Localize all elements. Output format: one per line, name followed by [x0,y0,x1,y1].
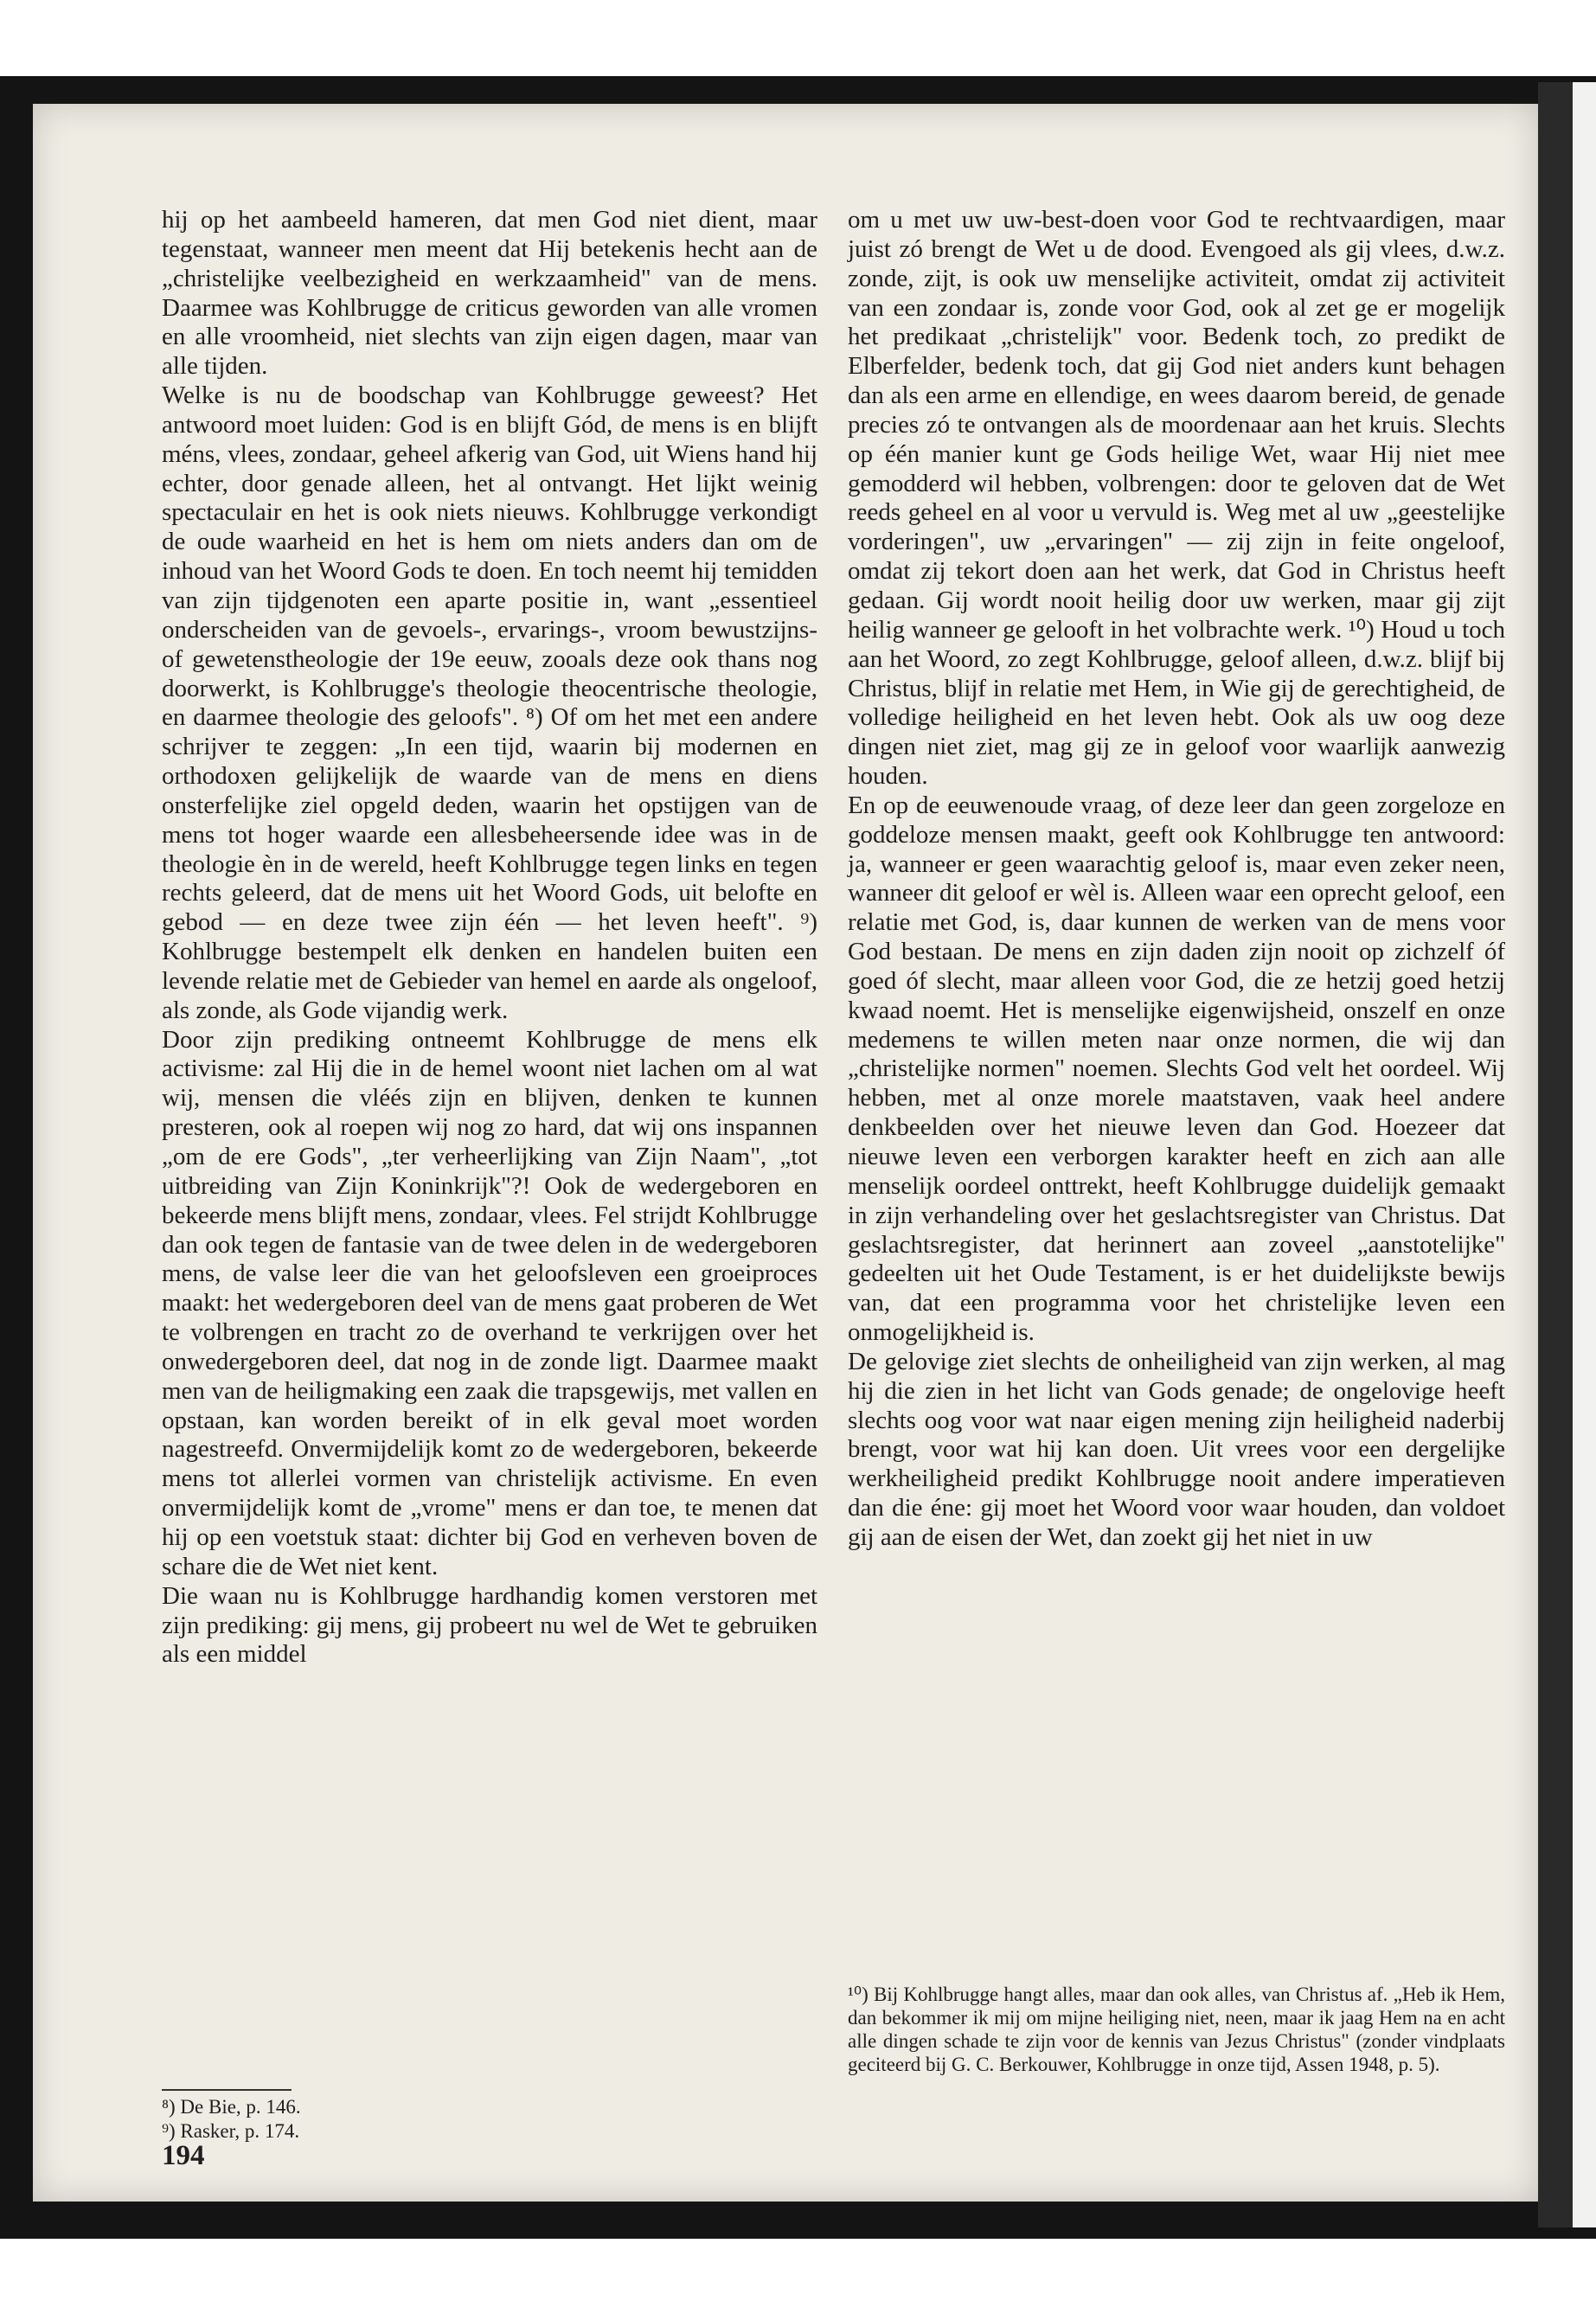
footnote-9: ⁹) Rasker, p. 174. [162,2120,300,2142]
paragraph: De gelovige ziet slechts de onheiligheid van zijn werken, al mag hij die zien in het licht van Gods genade; de ongelovige heeft slechts oog voor wat naar eigen mening zijn heiligheid naderbij brengt, voor wat hij kan doen. Uit vrees voor een dergelijke werkheiligheid predikt Kohlbrugge nooit andere imperatieven dan die éne: gij moet het Woord voor waar houden, dan voldoet gij aan de eisen der Wet, dan zoekt gij het niet in uw [848,1347,1505,1551]
paragraph: Die waan nu is Kohlbrugge hardhandig komen verstoren met zijn prediking: gij mens, gij probeert nu wel de Wet te gebruiken als een middel [162,1581,817,1669]
book-spine-shadow [1538,82,1573,2227]
page-edge [1573,82,1596,2227]
page-number: 194 [162,2140,205,2171]
paragraph: om u met uw uw-best-doen voor God te rechtvaardigen, maar juist zó brengt de Wet u de dood. Evengoed als gij vlees, d.w.z. zonde, zijt, is ook uw menselijke activiteit, omdat zij activiteit van een zondaar is, zonde voor God, ook al zet ge er mogelijk het predikaat „christelijk" voor. Bedenk toch, zo predikt de Elberfelder, bedenk toch, dat gij God niet anders kunt behagen dan als een arme en ellendige, en wees daarom bereid, de genade precies zó te ontvangen als de moordenaar aan het kruis. Slechts op één manier kunt ge Gods heilige Wet, waar Hij niet mee gemodderd wil hebben, volbrengen: door te geloven dat de Wet reeds geheel en al voor u vervuld is. Weg met al uw „geestelijke vorderingen", uw „ervaringen" — zij zijn in feite ongeloof, omdat zij tekort doen aan het werk, dat God in Christus heeft gedaan. Gij wordt nooit heilig door uw werken, maar gij zijt heilig wanneer ge gelooft in het volbrachte werk. ¹⁰) Houd u toch aan het Woord, zo zegt Kohlbrugge, geloof alleen, d.w.z. blijf bij Christus, blijf in relatie met Hem, in Wie gij de gerechtigheid, de volledige heiligheid en het leven hebt. Ook als uw oog deze dingen niet ziet, mag gij ze in geloof voor waarlijk aanwezig houden. [848,206,1505,791]
paragraph: Welke is nu de boodschap van Kohlbrugge geweest? Het antwoord moet luiden: God is en blijft Gód, de mens is en blijft méns, vlees, zondaar, geheel afkerig van God, uit Wiens hand hij echter, door genade alleen, het al ontvangt. Het lijkt weinig spectaculair en het is ook niets nieuws. Kohlbrugge verkondigt de oude waarheid en het is hem om niets anders dan om de inhoud van het Woord Gods te doen. En toch neemt hij temidden van zijn tijdgenoten een aparte positie in, want „essentieel onderscheiden van de gevoels-, ervarings-, vroom bewustzijns- of gewetenstheologie der 19e eeuw, zooals deze ook thans nog doorwerkt, is Kohlbrugge's theologie theocentrische theologie, en daarmee theologie des geloofs". ⁸) Of om het met een andere schrijver te zeggen: „In een tijd, waarin bij modernen en orthodoxen gelijkelijk de waarde van de mens en diens onsterfelijke ziel opgeld deden, waarin het opstijgen van de mens tot hoger waarde een allesbeheersende idee was in de theologie èn in de wereld, heeft Kohlbrugge tegen links en tegen rechts geleerd, dat de mens uit het Woord Gods, uit belofte en gebod — en deze twee zijn één — het leven heeft". ⁹) Kohlbrugge bestempelt elk denken en handelen buiten een levende relatie met de Gebieder van hemel en aarde als ongeloof, als zonde, als Gode vijandig werk. [162,381,817,1024]
paragraph: Door zijn prediking ontneemt Kohlbrugge de mens elk activisme: zal Hij die in de hemel woont niet lachen om al wat wij, mensen die vléés zijn en blijven, denken te kunnen presteren, ook al roepen wij nog zo hard, dat wij ons inspannen „om de ere Gods", „ter verheerlijking van Zijn Naam", „tot uitbreiding van Zijn Koninkrijk"?! Ook de wedergeboren en bekeerde mens blijft mens, zondaar, vlees. Fel strijdt Kohlbrugge dan ook tegen de fantasie van de twee delen in de wedergeboren mens, de valse leer die van het geloofsleven een groeiproces maakt: het wedergeboren deel van de mens gaat proberen de Wet te volbrengen en tracht zo de overhand te verkrijgen over het onwedergeboren deel, dat nog in de zonde ligt. Daarmee maakt men van de heiligmaking een zaak die trapsgewijs, met vallen en opstaan, kan worden bereikt of in elk geval moet worden nagestreefd. Onvermijdelijk komt zo de wedergeboren, bekeerde mens tot allerlei vormen van christelijk activisme. En even onvermijdelijk komt de „vrome" mens er dan toe, te menen dat hij op een voetstuk staat: dichter bij God en verheven boven de schare die de Wet niet kent. [162,1025,817,1580]
footnote-8: ⁸) De Bie, p. 146. [162,2096,301,2118]
right-text-column [848,206,1505,1553]
footnote-divider [162,2089,292,2091]
left-text-column [162,206,817,1670]
paragraph: En op de eeuwenoude vraag, of deze leer dan geen zorgeloze en goddeloze mensen maakt, geeft ook Kohlbrugge ten antwoord: ja, wanneer er geen waarachtig geloof is, maar even zeker neen, wanneer dit geloof er wèl is. Alleen waar een oprecht geloof, een relatie met God, is, daar kunnen de werken van de mens voor God bestaan. De mens en zijn daden zijn nooit op zichzelf óf goed óf slecht, maar alleen voor God, die ze hetzij goed hetzij kwaad noemt. Het is menselijke eigenwijsheid, onszelf en onze medemens te willen meten naar onze normen, die wij dan „christelijke normen" noemen. Slechts God velt het oordeel. Wij hebben, met al onze morele maatstaven, vaak heel andere denkbeelden over het nieuwe leven dan God. Hoezeer dat nieuwe leven een verborgen karakter heeft en zich aan alle menselijk oordeel onttrekt, heeft Kohlbrugge duidelijk gemaakt in zijn verhandeling over het geslachtsregister van Christus. Dat geslachtsregister, dat herinnert aan zoveel „aanstotelijke" gedeelten uit het Oude Testament, is er het duidelijkste bewijs van, dat een programma voor het christelijke leven een onmogelijkheid is. [848,791,1505,1347]
paragraph: hij op het aambeeld hameren, dat men God niet dient, maar tegenstaat, wanneer men meent dat Hij betekenis hecht aan de „christelijke veelbezigheid en werkzaamheid" van de mens. Daarmee was Kohlbrugge de criticus geworden van alle vromen en alle vroomheid, niet slechts van zijn eigen dagen, maar van alle tijden. [162,206,817,381]
footnote-10: ¹⁰) Bij Kohlbrugge hangt alles, maar dan ook alles, van Christus af. „Heb ik Hem, dan bekommer ik mij om mijne heiliging niet, neen, maar ik jaag Hem na en acht alle dingen schade te zijn voor de kennis van Jezus Christus" (zonder vindplaats geciteerd bij G. C. Berkouwer, Kohlbrugge in onze tijd, Assen 1948, p. 5). [848,1984,1505,2075]
